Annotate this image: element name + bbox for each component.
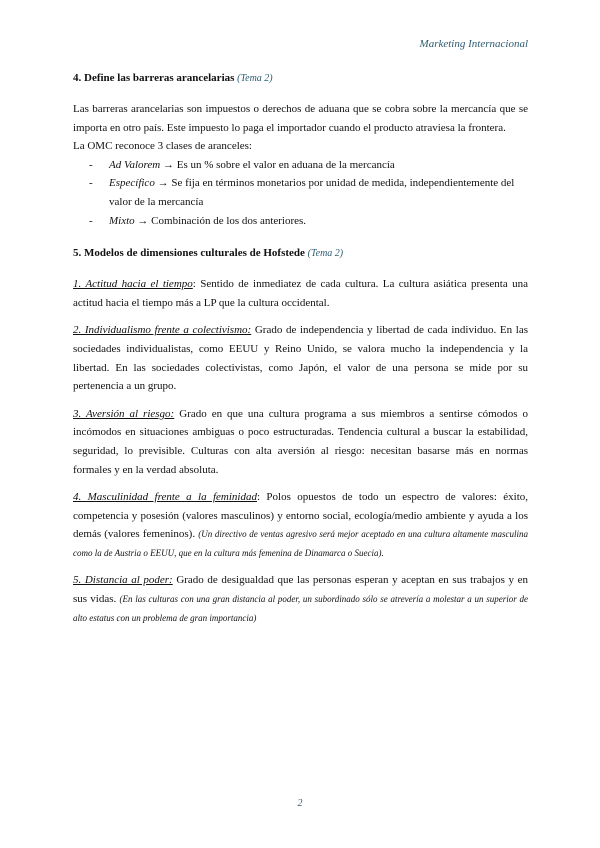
dimension-title: 4. Masculinidad frente a la feminidad xyxy=(73,491,257,504)
dimension-example: (En las culturas con una gran distancia al poder, un subordinado sólo se atrevería a molestar a un superior de alto estatus con un problema de gran importancia) xyxy=(73,594,528,623)
dimension-text: : Sentido de inmediatez de cada cultura. La cultura asiática presenta una actitud hacia el tiempo más a LP que la cultura occidental. xyxy=(73,278,528,309)
dimension-risk-aversion xyxy=(73,405,528,479)
list-dash: - xyxy=(89,177,93,190)
dimension-title: 3. Aversión al riesgo: xyxy=(73,407,175,420)
page-content xyxy=(73,70,528,636)
page-number: 2 xyxy=(297,798,303,809)
tariff-type-term: Ad Valorem xyxy=(109,158,161,171)
dimension-title: 5. Distancia al poder: xyxy=(73,574,173,587)
dimension-text: Grado de desigualdad que las personas esperan y aceptan en sus trabajos y en sus vidas. xyxy=(73,574,528,606)
dimension-time-attitude xyxy=(73,275,528,312)
tariff-type-term: Específico xyxy=(109,177,155,190)
section-4-title: 4. Define las barreras arancelarias xyxy=(73,72,235,84)
list-dash: - xyxy=(89,158,93,171)
dimension-text: : Polos opuestos de todo un espectro de valores: éxito, competencia y posesión (valores masculinos) y entorno social, ecología/medio ambiente y ayuda a los demás (valores femeninos). xyxy=(73,491,529,541)
dimension-title: 2. Individualismo frente a colectivismo: xyxy=(73,324,252,337)
tariff-type-especifico xyxy=(89,174,528,211)
tariff-type-description: → Combinación de los dos anteriores. xyxy=(134,214,307,227)
dimension-text: Grado de independencia y libertad de cada individuo. En las sociedades individualistas, como EEUU y Reino Unido, se valora mucho la independencia y la libertad. En las sociedades colectivistas, como Japón, el valor de una persona se mide por su pertenencia a un grupo. xyxy=(73,324,528,393)
tariff-types-list xyxy=(73,156,528,230)
tariff-type-ad-valorem xyxy=(89,156,528,175)
tariff-type-mixto xyxy=(89,212,528,231)
section-5-heading xyxy=(73,245,528,262)
dimension-text: Grado en que una cultura programa a sus miembros a sentirse cómodos o incómodos en situaciones ambiguas o poco estructuradas. Tendencia cultural a buscar la estabilidad, seguridad, lo previsible. Culturas con alta aversión al riesgo: necesitan basarse más en normas formales y en la verdad absoluta. xyxy=(73,407,529,476)
section-4-tema: (Tema 2) xyxy=(237,73,273,84)
section-4-paragraph-1: Las barreras arancelarias son impuestos o derechos de aduana que se cobra sobre la mercancía que se importa en otro país. Este impuesto lo paga el importador cuando el producto atraviesa la frontera. xyxy=(73,103,528,134)
tariff-type-term: Mixto xyxy=(109,214,135,227)
tariff-type-description: → Se fija en términos monetarios por unidad de medida, independientemente del valor de la mercancía xyxy=(109,177,515,208)
section-5-tema: (Tema 2) xyxy=(307,248,344,260)
running-header: Marketing Internacional xyxy=(419,38,528,50)
dimension-masculinity xyxy=(73,488,528,562)
dimension-power-distance xyxy=(73,571,528,627)
dimension-title: 1. Actitud hacia el tiempo xyxy=(73,278,193,291)
tariff-type-description: → Es un % sobre el valor en aduana de la mercancía xyxy=(160,158,395,171)
dimension-example: (Un directivo de ventas agresivo será mejor aceptado en una cultura altamente masculina como la de Austria o EEUU, que en la cultura más femenina de Dinamarca o Suecia). xyxy=(73,529,529,558)
section-4-paragraph-2: La OMC reconoce 3 clases de aranceles: xyxy=(73,140,252,153)
section-4-heading xyxy=(73,70,528,87)
section-5-title: 5. Modelos de dimensiones culturales de Hofstede xyxy=(73,247,305,260)
dimension-individualism xyxy=(73,321,528,395)
list-dash: - xyxy=(89,214,93,227)
